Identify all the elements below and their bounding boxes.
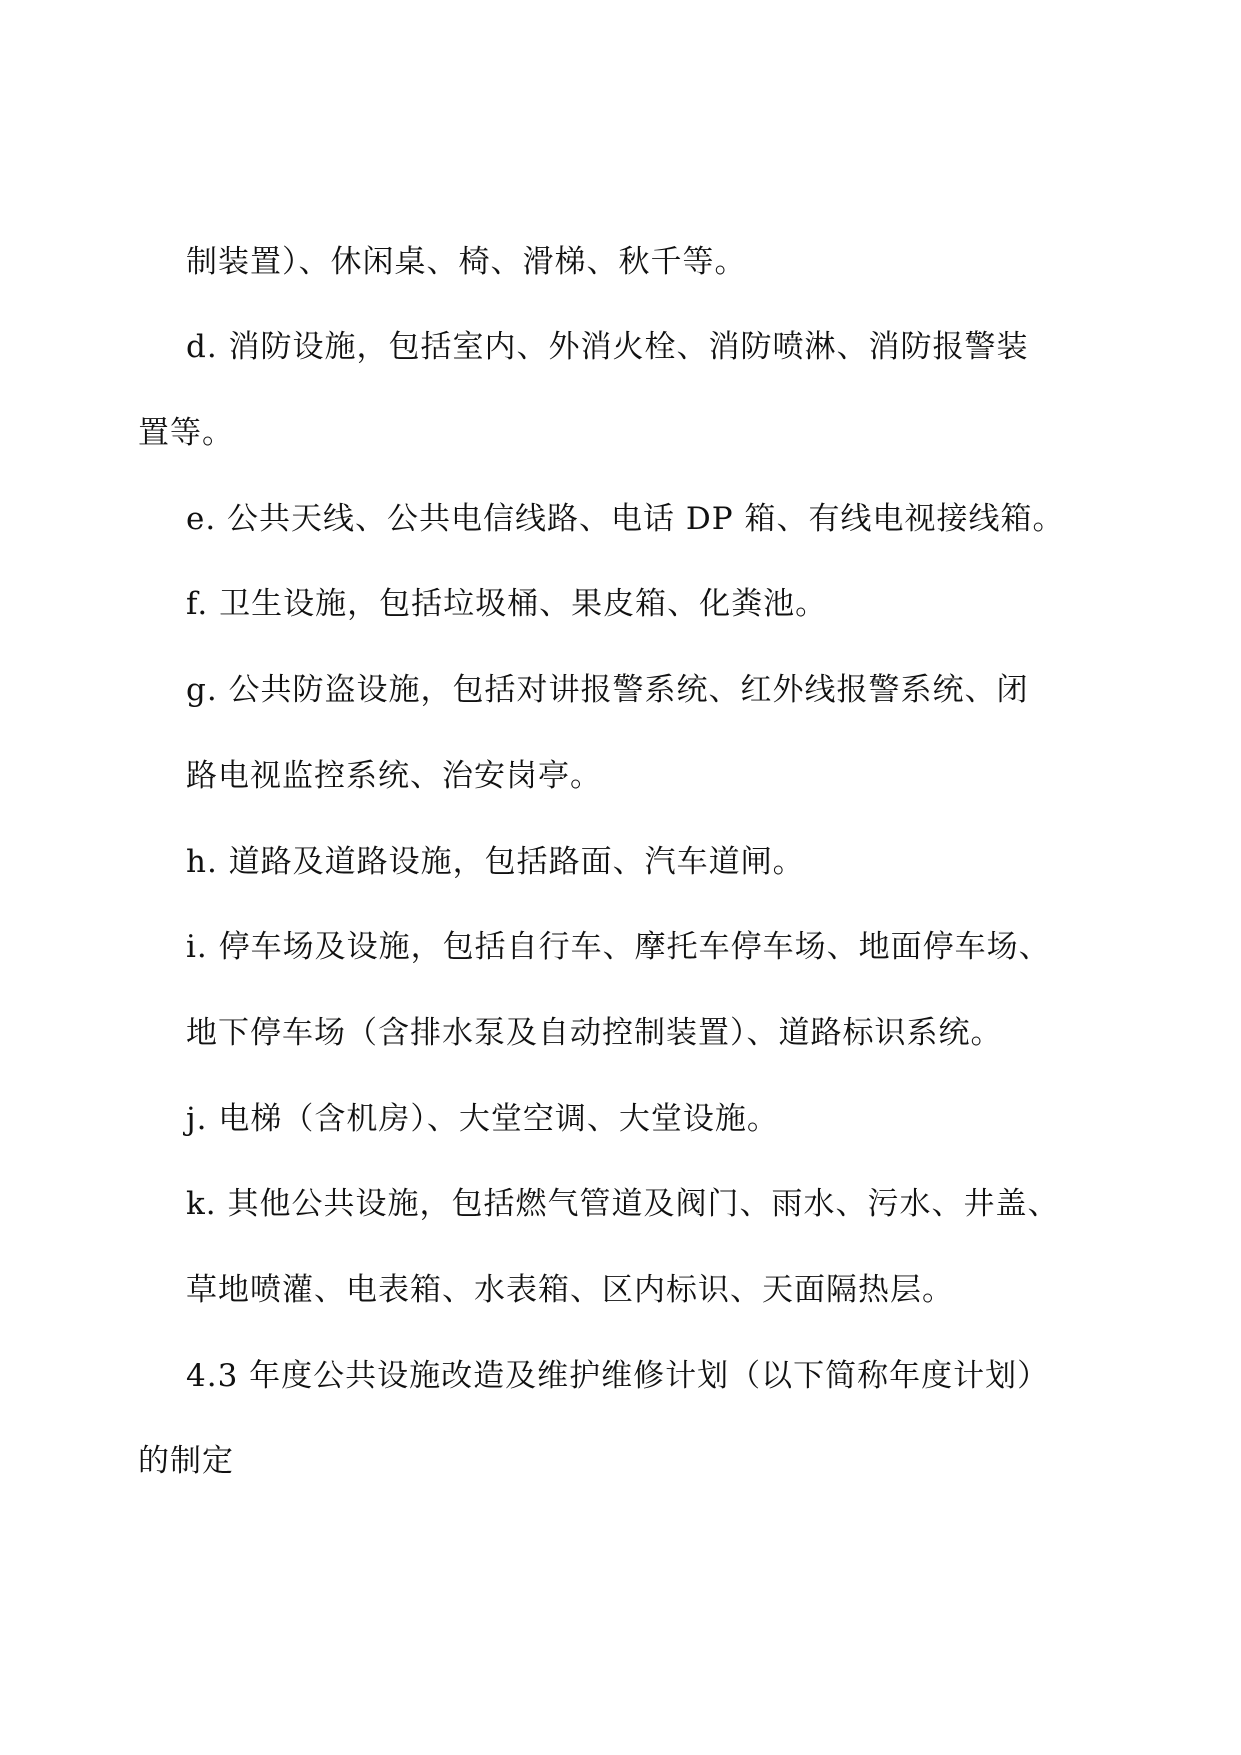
section-heading-4-3: 4.3 年度公共设施改造及维护维修计划（以下简称年度计划）: [186, 1358, 1050, 1394]
item-g-line: g. 公共防盗设施，包括对讲报警系统、红外线报警系统、闭: [186, 672, 1029, 708]
text-line: 置等。: [138, 415, 234, 451]
text-line: 草地喷灌、电表箱、水表箱、区内标识、天面隔热层。: [186, 1272, 954, 1308]
section-heading-4-3-cont: 的制定: [138, 1443, 234, 1479]
text-line: 路电视监控系统、治安岗亭。: [186, 758, 602, 794]
item-k-line: k. 其他公共设施，包括燃气管道及阀门、雨水、污水、井盖、: [186, 1186, 1060, 1222]
text-line: 制装置）、休闲桌、椅、滑梯、秋千等。: [186, 244, 747, 280]
item-e-line: e. 公共天线、公共电信线路、电话 DP 箱、有线电视接线箱。: [186, 501, 1065, 537]
item-h-line: h. 道路及道路设施，包括路面、汽车道闸。: [186, 844, 805, 880]
item-j-line: j. 电梯（含机房）、大堂空调、大堂设施。: [186, 1101, 779, 1137]
item-i-line: i. 停车场及设施，包括自行车、摩托车停车场、地面停车场、: [186, 929, 1051, 965]
item-d-line: d. 消防设施，包括室内、外消火栓、消防喷淋、消防报警装: [186, 329, 1029, 365]
text-line: 地下停车场（含排水泵及自动控制装置）、道路标识系统。: [186, 1015, 1003, 1051]
item-f-line: f. 卫生设施，包括垃圾桶、果皮箱、化粪池。: [186, 586, 828, 622]
